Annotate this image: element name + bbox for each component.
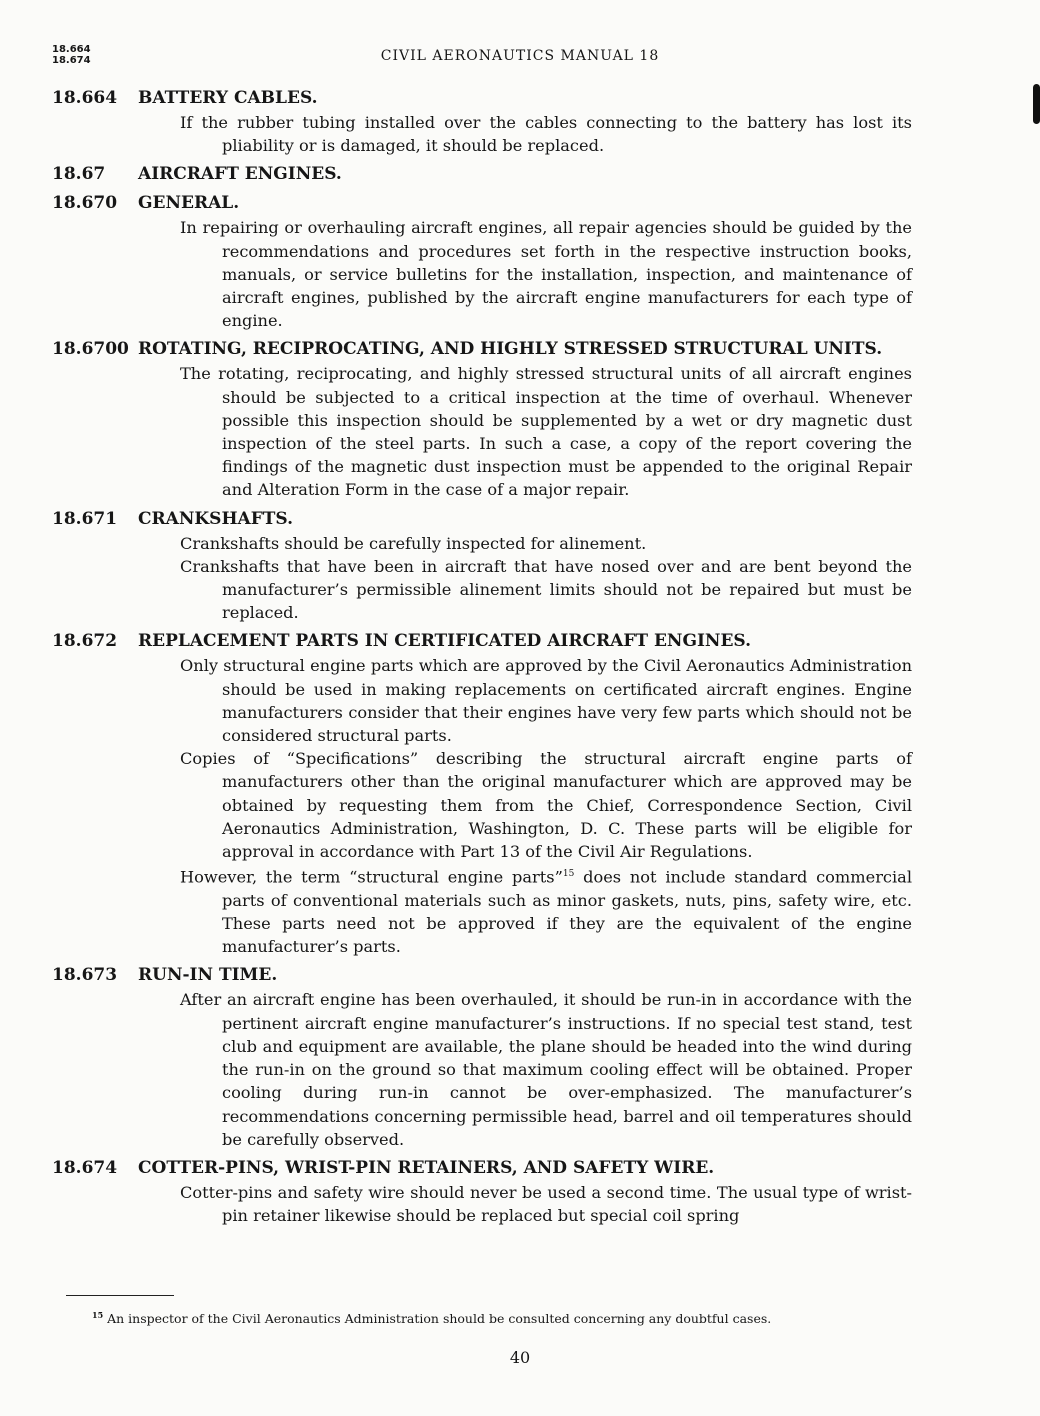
section-18-673 [52,963,912,1150]
paragraph-text: does not include standard commercial parts of conventional materials such as minor gaskets, nuts, pins, safety wire, etc. These parts need not be approved if they are the equivalent of the engine manufacturer’s parts. [222,867,912,957]
section-title: REPLACEMENT PARTS IN CERTIFICATED AIRCRAFT ENGINES. [138,631,752,652]
section-title: CRANKSHAFTS. [138,508,294,529]
section-number: 18.6700 [52,339,129,360]
paragraph: After an aircraft engine has been overhauled, it should be run-in in accordance with the pertinent aircraft engine manufacturer’s instructions. If no special test stand, test club and equipment are available, the plane should be headed into the wind during the run-in on the ground so that maximum cooling effect will be obtained. Proper cooling during run-in cannot be over-emphasized. The manufacturer’s recommendations concerning permissible head, barrel and oil temperatures should be carefully observed. [180,990,912,1149]
section-title: RUN-IN TIME. [138,965,278,986]
binding-mark [1033,84,1040,124]
section-title: AIRCRAFT ENGINES. [138,164,342,185]
section-number: 18.674 [52,1157,118,1178]
section-title: BATTERY CABLES. [138,88,318,108]
section-number: 18.664 [52,88,118,108]
range-start: 18.664 [52,44,91,55]
footnote-text: An inspector of the Civil Aeronautics Administration should be consulted concerning any doubtful cases. [103,1311,772,1327]
section-number: 18.673 [52,965,118,986]
paragraph: If the rubber tubing installed over the cables connecting to the battery has lost its pliability or is damaged, it should be replaced. [180,113,912,156]
paragraph: Cotter-pins and safety wire should never be used a second time. The usual type of wrist-pin retainer likewise should be replaced but special coil spring [180,1182,912,1226]
running-header [52,42,988,72]
section-18-671 [52,507,912,625]
section-heading [52,629,912,653]
paragraph: The rotating, reciprocating, and highly stressed structural units of all aircraft engines should be subjected to a critical inspection at the time of overhaul. Whenever possible this inspection should be supplemented by a wet or dry magnetic dust inspection of the steel parts. In such a case, a copy of the report covering the findings of the magnetic dust inspection must be appended to the original Repair and Alteration Form in the case of a major repair. [180,364,912,500]
footnote-divider [66,1295,174,1296]
paragraph: Crankshafts that have been in aircraft that have nosed over and are bent beyond the manufacturer’s permissible alinement limits should not be repaired but must be replaced. [180,556,912,623]
section-title: ROTATING, RECIPROCATING, AND HIGHLY STRESSED STRUCTURAL UNITS. [138,339,883,360]
section-heading [52,86,912,110]
section-number: 18.672 [52,631,118,652]
footnote-ref[interactable]: 15 [562,869,575,880]
paragraph: Copies of “Specifications” describing the structural aircraft engine parts of manufacturers other than the original manufacturer which are approved may be obtained by requesting them from the Chief, Correspondence Section, Civil Aeronautics Administration, Washington, D. C. These parts will be eligible for approval in accordance with Part 13 of the Civil Air Regulations. [180,749,912,862]
section-18-67 [52,162,912,186]
section-heading [52,162,912,186]
page-number: 40 [509,1348,531,1367]
section-18-670 [52,191,912,332]
section-title: COTTER-PINS, WRIST-PIN RETAINERS, AND SAFETY WIRE. [138,1157,715,1178]
paragraph-with-footnote [52,863,912,958]
section-title: GENERAL. [138,193,240,214]
footnote-marker: 15 [92,1310,104,1320]
section-number: 18.671 [52,508,118,529]
paragraph: Crankshafts should be carefully inspected for alinement. [180,533,647,553]
section-heading [52,1156,912,1180]
paragraph: Only structural engine parts which are approved by the Civil Aeronautics Administration should be used in making replacements on certificated aircraft engines. Engine manufacturers consider that their engines have very few parts which should not be considered structural parts. [180,656,912,746]
paragraph-text: However, the term “structural engine parts” [180,867,563,887]
paragraph: In repairing or overhauling aircraft engines, all repair agencies should be guided by the recommendations and procedures set forth in the respective instruction books, manuals, or service bulletins for the installation, inspection, and maintenance of aircraft engines, published by the aircraft engine manufacturers for each type of engine. [180,218,912,331]
section-heading [52,963,912,987]
footnotes [52,1295,912,1326]
section-heading [52,337,912,361]
section-heading [52,191,912,215]
section-number: 18.67 [52,164,106,185]
section-18-672 [52,629,912,958]
page-body [52,86,912,1232]
footnote-15 [52,1310,912,1326]
running-title: CIVIL AERONAUTICS MANUAL 18 [380,48,660,64]
section-18-674 [52,1156,912,1227]
range-end: 18.674 [52,55,91,66]
section-18-664 [52,86,912,157]
section-heading [52,507,912,531]
section-number: 18.670 [52,193,118,214]
section-18-6700 [52,337,912,501]
